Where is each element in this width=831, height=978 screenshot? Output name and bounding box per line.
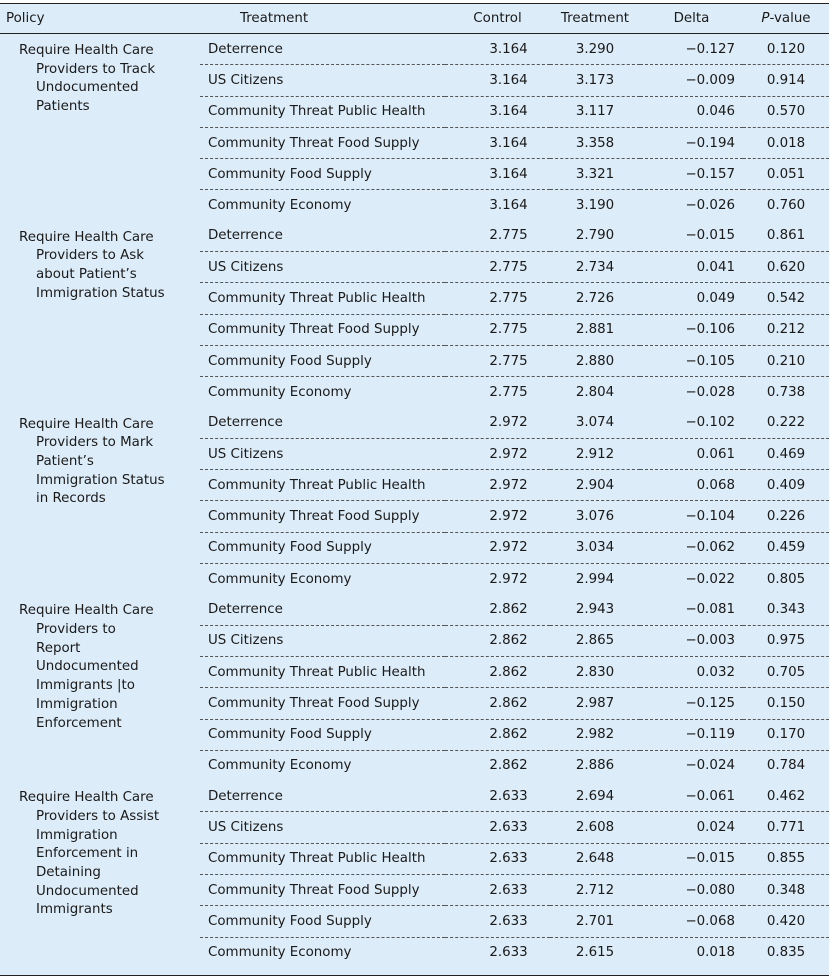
pvalue-cell: 0.771	[743, 812, 829, 843]
treatment-value-cell: 2.830	[550, 656, 640, 687]
treatment-cell: US Citizens	[200, 65, 445, 96]
policy-line: Providers to Track	[36, 61, 156, 77]
table-row	[0, 221, 829, 252]
delta-cell: −0.105	[640, 345, 743, 376]
pvalue-cell: 0.150	[743, 688, 829, 719]
control-cell: 2.972	[445, 470, 550, 501]
policy-line: Require Health Care	[19, 790, 154, 806]
policy-line: Immigrants	[36, 902, 113, 918]
pvalue-cell: 0.861	[743, 221, 829, 252]
treatment-value-cell: 3.358	[550, 127, 640, 158]
control-cell: 3.164	[445, 96, 550, 127]
pvalue-cell: 0.226	[743, 501, 829, 532]
pvalue-cell: 0.348	[743, 875, 829, 906]
header-treatment: Treatment	[200, 4, 445, 34]
policy-line: Report	[36, 640, 81, 656]
delta-cell: −0.119	[640, 719, 743, 750]
delta-cell: −0.106	[640, 314, 743, 345]
treatment-cell: Community Food Supply	[200, 906, 445, 937]
control-cell: 2.633	[445, 906, 550, 937]
policy-line: Providers to Mark	[36, 435, 154, 451]
treatment-cell: Community Economy	[208, 758, 352, 774]
treatment-value-cell: 2.943	[550, 594, 640, 625]
delta-cell: 0.049	[640, 283, 743, 314]
delta-cell: −0.024	[685, 758, 735, 774]
control-cell: 2.633	[445, 812, 550, 843]
delta-cell: 0.018	[696, 945, 735, 961]
delta-cell: 0.041	[640, 252, 743, 283]
treatment-value-cell: 2.994	[575, 571, 615, 587]
treatment-value-cell: 2.982	[550, 719, 640, 750]
pvalue-cell: 0.212	[743, 314, 829, 345]
treatment-cell: Community Threat Public Health	[200, 96, 445, 127]
delta-cell: −0.026	[685, 198, 735, 214]
control-cell: 3.164	[445, 34, 550, 65]
results-table-container	[0, 3, 829, 976]
treatment-cell: Community Threat Food Supply	[200, 875, 445, 906]
control-cell: 2.633	[445, 843, 550, 874]
delta-cell: −0.081	[640, 594, 743, 625]
delta-cell: −0.028	[685, 384, 735, 400]
treatment-value-cell: 2.881	[550, 314, 640, 345]
policy-line: Immigration	[36, 696, 118, 712]
treatment-cell: US Citizens	[200, 252, 445, 283]
header-pvalue	[743, 4, 829, 34]
header-policy: Policy	[0, 4, 200, 34]
pvalue-cell: 0.459	[743, 532, 829, 563]
control-cell: 2.972	[445, 438, 550, 469]
treatment-cell: Community Threat Public Health	[200, 656, 445, 687]
treatment-value-cell: 3.290	[550, 34, 640, 65]
delta-cell: −0.104	[640, 501, 743, 532]
treatment-value-cell: 3.190	[575, 198, 615, 214]
treatment-cell: Community Economy	[208, 198, 352, 214]
pvalue-cell: 0.018	[743, 127, 829, 158]
results-table	[0, 4, 829, 968]
policy-line: Detaining	[36, 864, 101, 880]
treatment-value-cell: 2.880	[550, 345, 640, 376]
policy-line: Require Health Care	[19, 603, 154, 619]
pvalue-cell: 0.738	[766, 384, 806, 400]
treatment-value-cell: 2.886	[575, 758, 615, 774]
pvalue-cell: 0.462	[743, 781, 829, 812]
control-cell: 2.972	[489, 571, 528, 587]
policy-line: Providers to	[36, 622, 116, 638]
policy-line: in Records	[36, 491, 106, 507]
control-cell: 2.775	[445, 252, 550, 283]
control-cell: 3.164	[445, 65, 550, 96]
policy-cell	[0, 781, 200, 968]
policy-cell	[0, 221, 200, 408]
policy-line: Require Health Care	[19, 229, 154, 245]
treatment-cell: Community Threat Food Supply	[200, 127, 445, 158]
pvalue-cell: 0.409	[743, 470, 829, 501]
policy-line: Undocumented	[36, 80, 139, 96]
treatment-value-cell: 2.904	[550, 470, 640, 501]
policy-line: Require Health Care	[19, 43, 154, 58]
pvalue-cell: 0.542	[743, 283, 829, 314]
treatment-cell: Deterrence	[200, 781, 445, 812]
treatment-value-cell: 2.726	[550, 283, 640, 314]
treatment-value-cell: 2.804	[575, 384, 615, 400]
treatment-cell: Community Food Supply	[200, 532, 445, 563]
policy-line: Immigration Status	[36, 285, 165, 301]
treatment-cell: Community Food Supply	[200, 719, 445, 750]
control-cell: 2.775	[445, 283, 550, 314]
control-cell: 2.775	[489, 384, 528, 400]
treatment-cell: Deterrence	[200, 34, 445, 65]
treatment-cell: US Citizens	[200, 625, 445, 656]
treatment-value-cell: 2.648	[550, 843, 640, 874]
treatment-cell: Community Threat Food Supply	[200, 688, 445, 719]
control-cell: 2.862	[445, 656, 550, 687]
pvalue-cell: 0.343	[743, 594, 829, 625]
delta-cell: −0.061	[640, 781, 743, 812]
policy-line: Require Health Care	[19, 416, 154, 432]
control-cell: 2.972	[445, 501, 550, 532]
delta-cell: 0.068	[640, 470, 743, 501]
delta-cell: −0.080	[640, 875, 743, 906]
treatment-value-cell: 3.117	[550, 96, 640, 127]
treatment-cell: Community Threat Food Supply	[200, 501, 445, 532]
table-row	[0, 408, 829, 439]
delta-cell: 0.046	[640, 96, 743, 127]
header-delta: Delta	[640, 4, 743, 34]
control-cell: 2.862	[445, 688, 550, 719]
control-cell: 2.775	[445, 345, 550, 376]
treatment-cell: Community Threat Public Health	[200, 470, 445, 501]
treatment-cell: Community Economy	[208, 384, 352, 400]
delta-cell: 0.024	[640, 812, 743, 843]
policy-line: Providers to Assist	[36, 808, 160, 824]
control-cell: 2.633	[489, 945, 528, 961]
pvalue-cell: 0.620	[743, 252, 829, 283]
control-cell: 2.633	[445, 875, 550, 906]
header-pvalue-p: P	[761, 11, 770, 26]
treatment-value-cell: 2.712	[550, 875, 640, 906]
treatment-value-cell: 2.701	[550, 906, 640, 937]
treatment-value-cell: 2.608	[550, 812, 640, 843]
table-row	[0, 594, 829, 625]
treatment-value-cell: 2.987	[550, 688, 640, 719]
policy-line: Enforcement in	[36, 846, 139, 862]
control-cell: 2.972	[445, 408, 550, 439]
treatment-cell: Community Threat Public Health	[200, 283, 445, 314]
policy-cell	[0, 594, 200, 781]
delta-cell: −0.015	[640, 221, 743, 252]
treatment-value-cell: 2.734	[550, 252, 640, 283]
control-cell: 3.164	[445, 127, 550, 158]
policy-cell	[0, 408, 200, 595]
treatment-cell: Community Threat Public Health	[200, 843, 445, 874]
treatment-cell: Deterrence	[200, 408, 445, 439]
pvalue-cell: 0.120	[743, 34, 829, 65]
treatment-value-cell: 3.173	[550, 65, 640, 96]
treatment-cell: Community Food Supply	[200, 159, 445, 190]
delta-cell: −0.015	[640, 843, 743, 874]
treatment-cell: Community Food Supply	[200, 345, 445, 376]
treatment-value-cell: 2.790	[550, 221, 640, 252]
pvalue-cell: 0.222	[743, 408, 829, 439]
treatment-cell: Community Economy	[208, 945, 352, 961]
pvalue-cell: 0.170	[743, 719, 829, 750]
delta-cell: −0.125	[640, 688, 743, 719]
policy-line: Undocumented	[36, 883, 139, 899]
pvalue-cell: 0.914	[743, 65, 829, 96]
table-row	[0, 34, 829, 65]
treatment-value-cell: 2.615	[575, 945, 615, 961]
header-control: Control	[445, 4, 550, 34]
control-cell: 2.972	[445, 532, 550, 563]
pvalue-cell: 0.210	[743, 345, 829, 376]
treatment-cell: Deterrence	[200, 594, 445, 625]
delta-cell: −0.062	[640, 532, 743, 563]
table-body	[0, 34, 829, 968]
pvalue-cell: 0.570	[743, 96, 829, 127]
pvalue-cell: 0.705	[743, 656, 829, 687]
control-cell: 3.164	[489, 198, 528, 214]
header-pvalue-rest: -value	[769, 11, 811, 26]
treatment-value-cell: 2.865	[550, 625, 640, 656]
control-cell: 2.775	[445, 221, 550, 252]
delta-cell: 0.061	[640, 438, 743, 469]
control-cell: 2.633	[445, 781, 550, 812]
policy-line: Immigration	[36, 827, 118, 843]
delta-cell: −0.009	[640, 65, 743, 96]
pvalue-cell: 0.855	[743, 843, 829, 874]
treatment-cell: US Citizens	[200, 812, 445, 843]
header-treatment-value: Treatment	[550, 4, 640, 34]
table-row	[0, 781, 829, 812]
treatment-value-cell: 3.076	[550, 501, 640, 532]
treatment-cell: Community Threat Food Supply	[200, 314, 445, 345]
treatment-value-cell: 3.074	[550, 408, 640, 439]
policy-line: Immigrants |to	[36, 678, 135, 694]
control-cell: 2.775	[445, 314, 550, 345]
policy-line: Undocumented	[36, 659, 139, 675]
policy-line: Patient’s	[36, 453, 94, 469]
header-row	[0, 4, 829, 34]
policy-line: Patients	[36, 99, 90, 115]
control-cell: 2.862	[445, 594, 550, 625]
policy-line: Enforcement	[36, 715, 122, 731]
pvalue-cell: 0.469	[743, 438, 829, 469]
pvalue-cell: 0.051	[743, 159, 829, 190]
treatment-cell: Community Economy	[208, 571, 352, 587]
delta-cell: −0.022	[685, 571, 735, 587]
pvalue-cell: 0.835	[766, 945, 806, 961]
delta-cell: −0.003	[640, 625, 743, 656]
pvalue-cell: 0.760	[766, 198, 806, 214]
policy-line: about Patient’s	[36, 267, 137, 283]
pvalue-cell: 0.975	[743, 625, 829, 656]
delta-cell: −0.127	[640, 34, 743, 65]
delta-cell: −0.157	[640, 159, 743, 190]
treatment-value-cell: 2.694	[550, 781, 640, 812]
control-cell: 2.862	[445, 625, 550, 656]
control-cell: 2.862	[489, 758, 528, 774]
delta-cell: −0.102	[640, 408, 743, 439]
delta-cell: −0.194	[640, 127, 743, 158]
pvalue-cell: 0.784	[766, 758, 806, 774]
treatment-value-cell: 2.912	[550, 438, 640, 469]
control-cell: 3.164	[445, 159, 550, 190]
policy-line: Providers to Ask	[36, 248, 144, 264]
treatment-cell: Deterrence	[200, 221, 445, 252]
pvalue-cell: 0.420	[743, 906, 829, 937]
policy-line: Immigration Status	[36, 472, 165, 488]
treatment-cell: US Citizens	[200, 438, 445, 469]
pvalue-cell: 0.805	[766, 571, 806, 587]
delta-cell: 0.032	[640, 656, 743, 687]
delta-cell: −0.068	[640, 906, 743, 937]
treatment-value-cell: 3.321	[550, 159, 640, 190]
control-cell: 2.862	[445, 719, 550, 750]
treatment-value-cell: 3.034	[550, 532, 640, 563]
policy-cell	[0, 34, 200, 221]
